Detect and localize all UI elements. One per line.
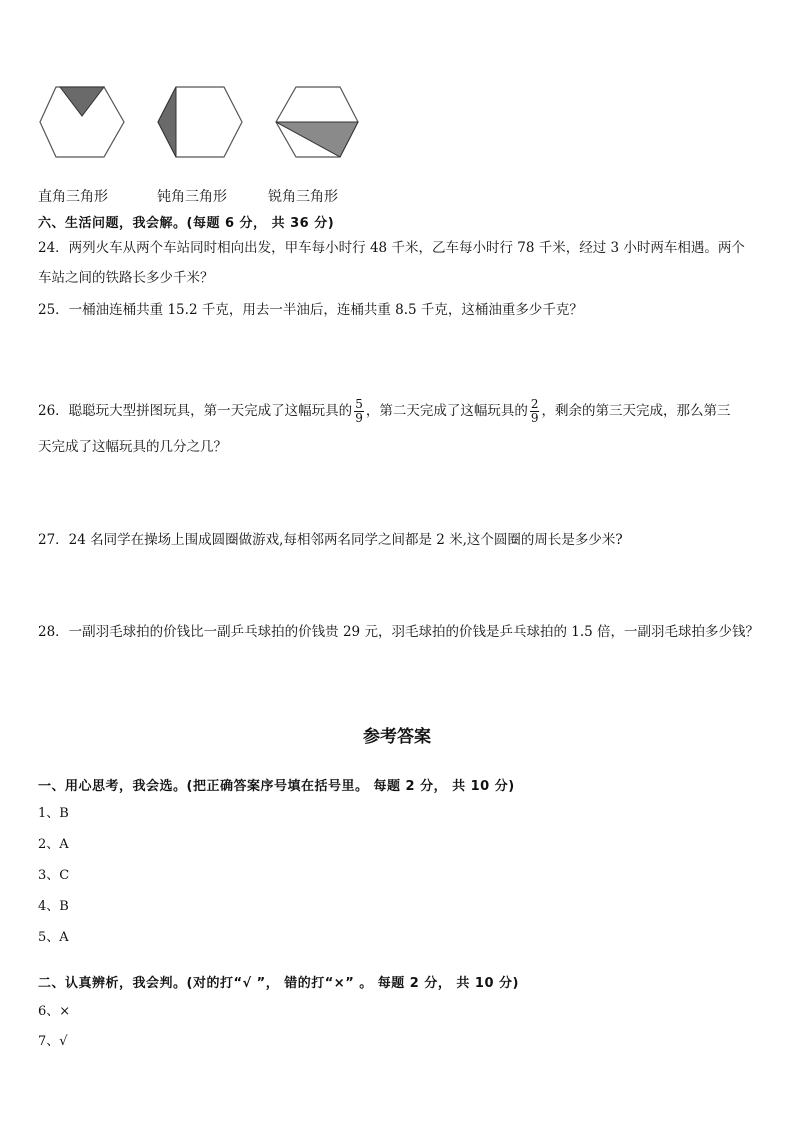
caption-acute-triangle: 锐角三角形 <box>268 189 338 205</box>
question-25: 25．一桶油连桶共重 15.2 千克，用去一半油后，连桶共重 8.5 千克，这桶油重多少千克？ <box>38 302 583 318</box>
answer-item: 1、B <box>38 806 69 821</box>
question-26-text-1: 26．聪聪玩大型拼图玩具，第一天完成了这幅玩具的 <box>38 403 353 419</box>
answer-item: 7、√ <box>38 1034 68 1049</box>
answer-item: 5、A <box>38 930 69 945</box>
caption-obtuse-triangle: 钝角三角形 <box>157 189 227 205</box>
question-27: 27．24 名同学在操场上围成圆圈做游戏,每相邻两名同学之间都是 2 米,这个圆圈的周长是多少米? <box>38 532 623 548</box>
fraction-numerator: 5 <box>355 397 363 411</box>
question-24-line-1: 24．两列火车从两个车站同时相向出发，甲车每小时行 48 千米，乙车每小时行 78 千米，经过 3 小时两车相遇。两个 <box>38 240 745 256</box>
answer-item: 2、A <box>38 837 69 852</box>
fraction-denominator: 9 <box>530 411 539 425</box>
answer-item: 4、B <box>38 899 69 914</box>
caption-right-triangle: 直角三角形 <box>38 189 108 205</box>
hexagon-figures <box>36 82 366 162</box>
fraction-denominator: 9 <box>355 411 363 425</box>
hexagon-figure-acute-triangle <box>276 87 358 157</box>
answer-section-2-heading: 二、认真辨析，我会判。(对的打“√ ”， 错的打“×” 。 每题 2 分， 共 10 分) <box>38 976 519 991</box>
question-26-text-2: ，第二天完成了这幅玩具的 <box>365 403 528 419</box>
question-28: 28．一副羽毛球拍的价钱比一副乒乓球拍的价钱贵 29 元，羽毛球拍的价钱是乒乓球拍的 1.5 倍，一副羽毛球拍多少钱？ <box>38 624 759 640</box>
hexagon-figure-right-triangle <box>40 87 124 157</box>
question-24-line-2: 车站之间的铁路长多少千米？ <box>38 270 214 286</box>
answer-section-1-heading: 一、用心思考，我会选。(把正确答案序号填在括号里。 每题 2 分， 共 10 分) <box>38 779 515 794</box>
answer-item: 3、C <box>38 868 70 883</box>
fraction-five-ninths <box>354 398 364 425</box>
question-26-text-3: ，剩余的第三天完成，那么第三 <box>541 403 731 419</box>
question-26-line-1 <box>38 396 730 426</box>
fraction-two-ninths <box>530 398 540 425</box>
hexagon-figure-obtuse-triangle <box>158 87 242 157</box>
question-26-line-2: 天完成了这幅玩具的几分之几？ <box>38 439 227 455</box>
answer-item: 6、× <box>38 1004 71 1019</box>
fraction-numerator: 2 <box>530 397 539 411</box>
section-6-heading: 六、生活问题，我会解。(每题 6 分， 共 36 分) <box>38 216 335 231</box>
answer-key-title: 参考答案 <box>363 727 431 747</box>
